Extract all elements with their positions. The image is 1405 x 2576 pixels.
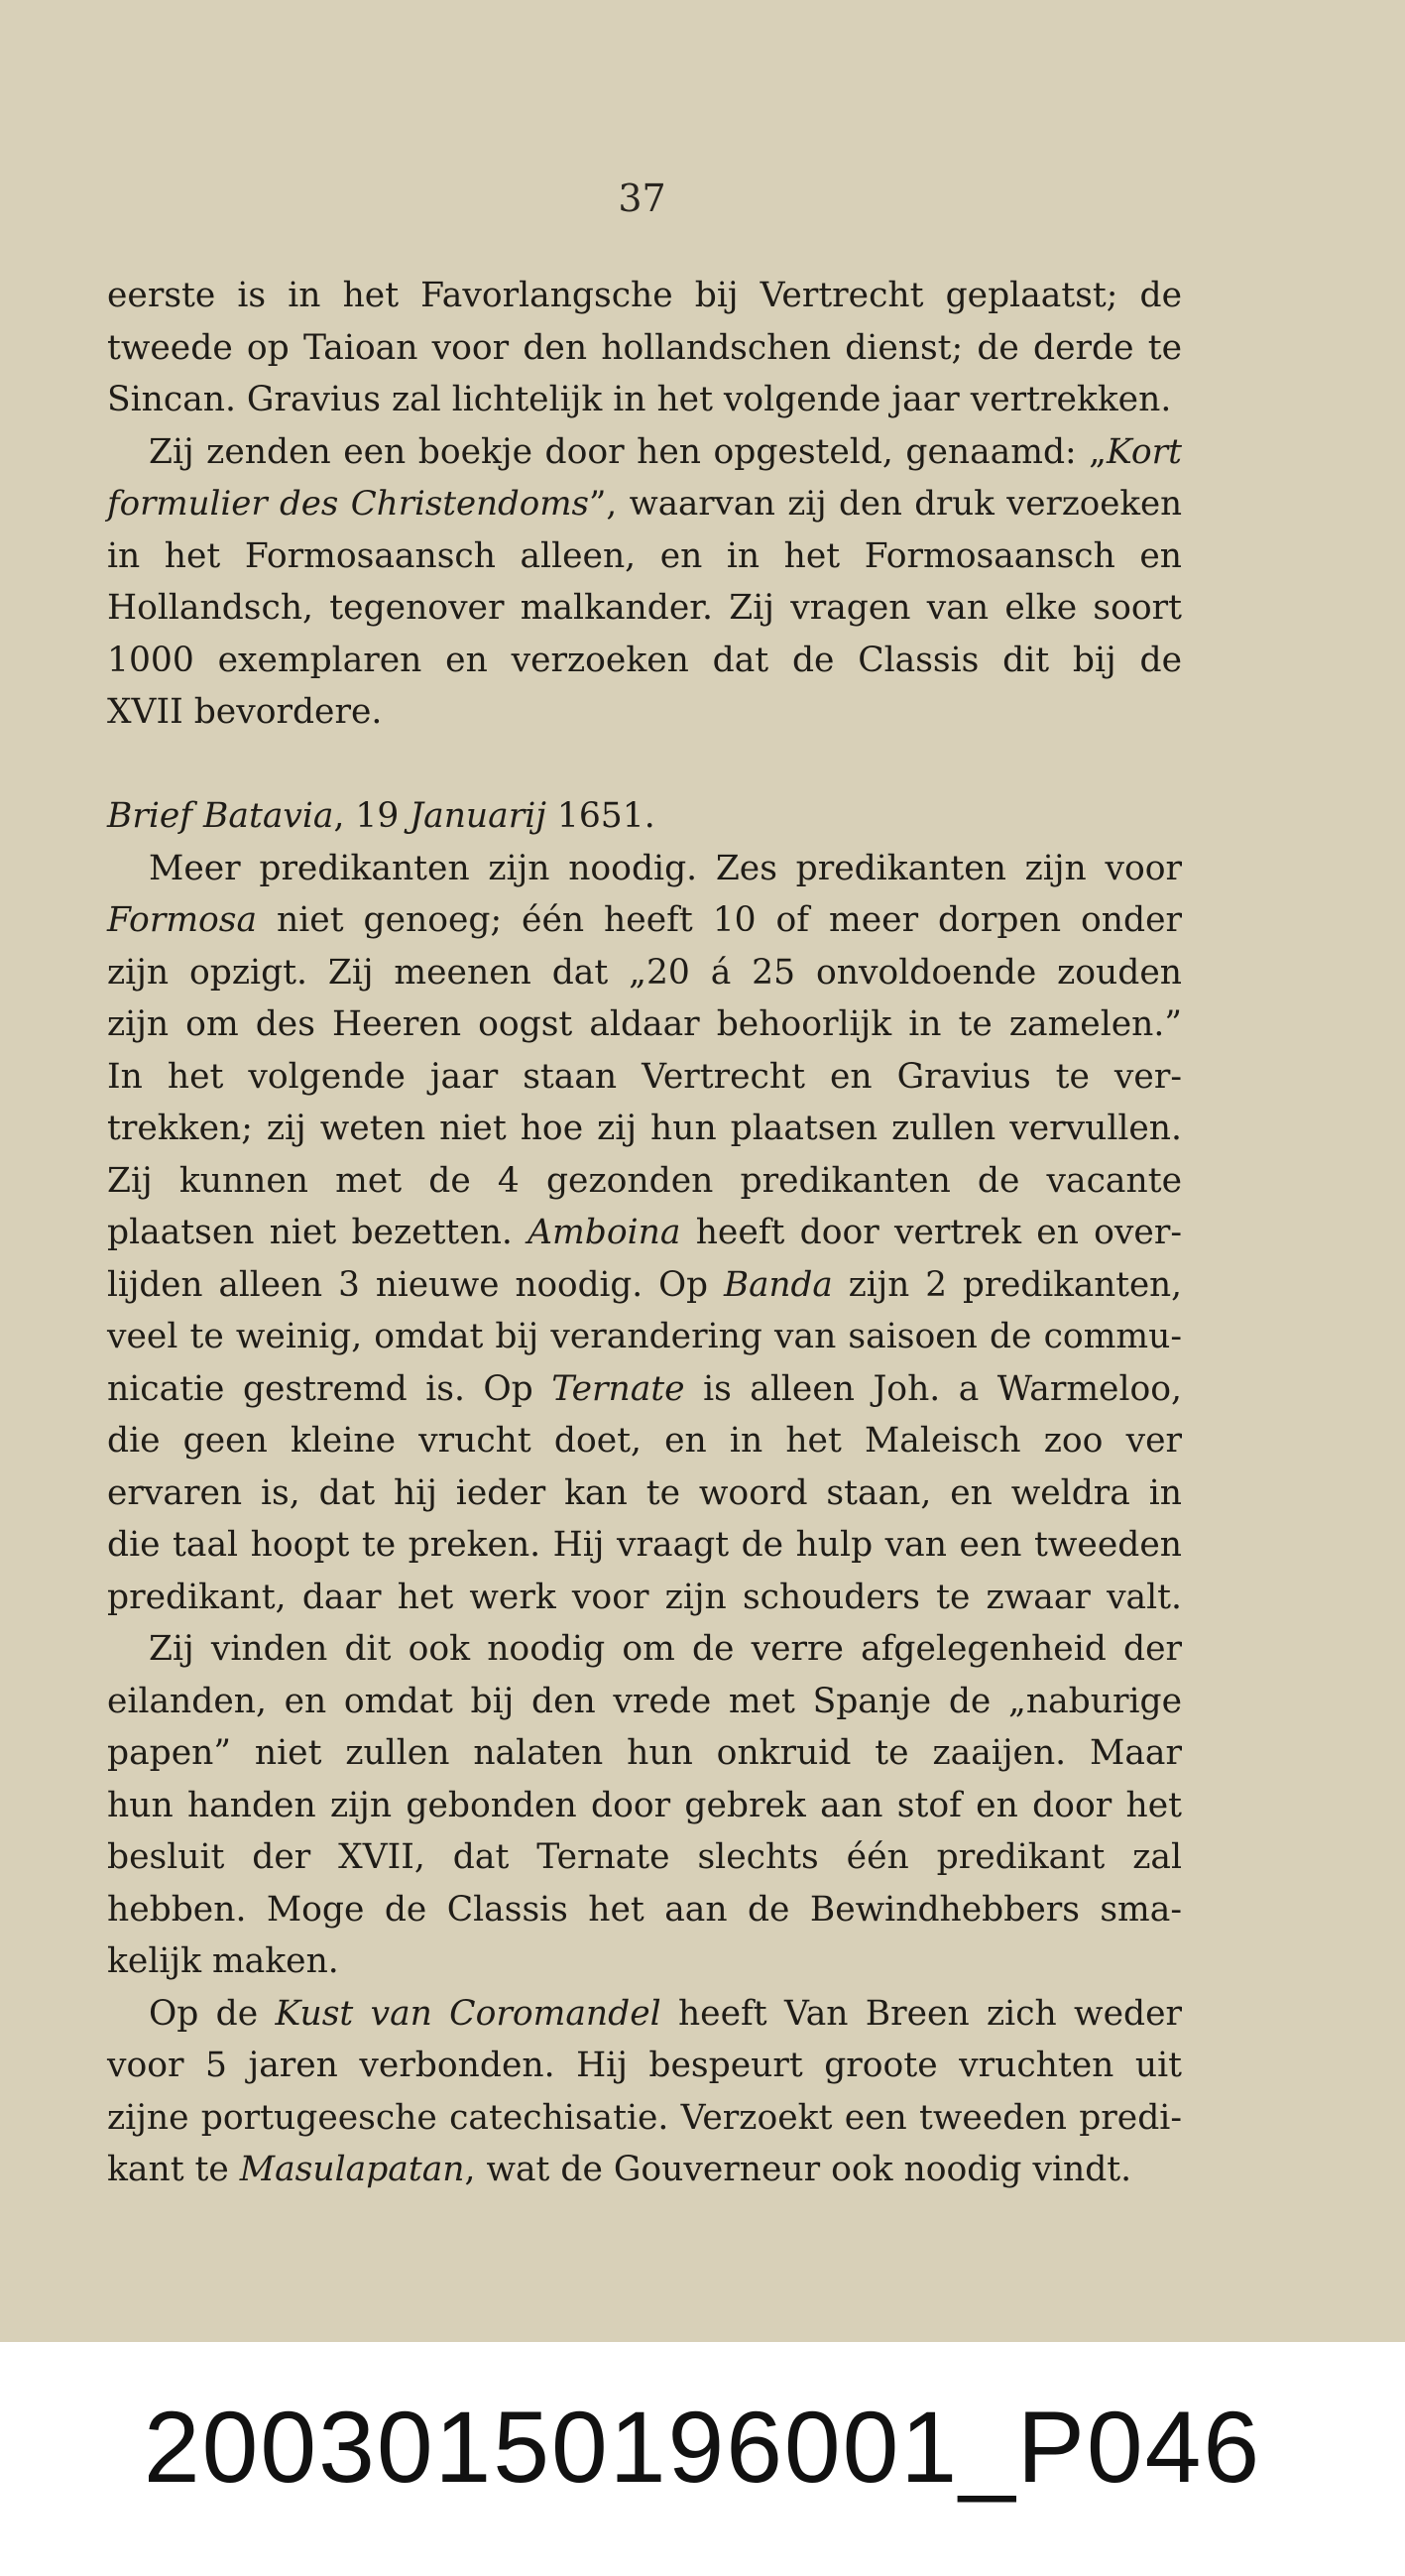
- text-run: zijne portugeesche catechisatie. Verzoekt een tweeden predi-: [107, 2097, 1182, 2138]
- text-line: [107, 1259, 1182, 1312]
- text-run: plaatsen niet bezetten.: [107, 1213, 528, 1252]
- text-line: [107, 374, 1182, 426]
- text-run: Zij zenden een boekje door hen opgesteld, genaamd: „: [149, 431, 1108, 472]
- text-run: , 19: [333, 796, 410, 836]
- text-line: [107, 1415, 1182, 1467]
- text-line: [107, 1519, 1182, 1572]
- text-line: [107, 1103, 1182, 1155]
- text-line: [107, 478, 1182, 530]
- text-line: [107, 998, 1182, 1051]
- text-line: [107, 426, 1182, 479]
- text-run: eerste is in het Favorlangsche bij Vertrecht geplaatst; de: [107, 276, 1182, 315]
- text-run: voor 5 jaren verbonden. Hij bespeurt groote vruchten uit: [107, 2046, 1182, 2085]
- text-run: Sincan. Gravius zal lichtelijk in het volgende jaar vertrekken.: [107, 380, 1172, 419]
- text-run: nicatie gestremd is. Op: [107, 1368, 552, 1409]
- text-run: , wat de Gouverneur ook noodig vindt.: [464, 2150, 1132, 2189]
- text-run: zijn 2 predikanten,: [832, 1264, 1182, 1305]
- text-line: [107, 1363, 1182, 1416]
- text-line: [107, 790, 1182, 843]
- text-line: [107, 322, 1182, 375]
- text-line: [107, 582, 1182, 635]
- page-number: 37: [618, 176, 666, 220]
- text-run: predikant, daar het werk voor zijn schouders te zwaar valt.: [107, 1577, 1182, 1617]
- text-line: [107, 1676, 1182, 1728]
- text-run: veel te weinig, omdat bij verandering van saisoen de commu-: [107, 1317, 1182, 1356]
- text-run: in het Formosaansch alleen, en in het Formosaansch en: [107, 535, 1182, 576]
- text-run: eilanden, en omdat bij den vrede met Spanje de „naburige: [107, 1681, 1182, 1721]
- text-run: ”, waarvan zij den druk verzoeken: [589, 484, 1182, 524]
- text-line: [107, 1727, 1182, 1780]
- text-run: hun handen zijn gebonden door gebrek aan stof en door het: [107, 1785, 1182, 1825]
- text-line: [107, 1311, 1182, 1363]
- italic-text: Kust van Coromandel: [275, 1993, 661, 2034]
- text-run: heeft Van Breen zich weder: [660, 1993, 1182, 2034]
- text-line: [107, 635, 1182, 687]
- text-line: [107, 1884, 1182, 1936]
- text-run: ervaren is, dat hij ieder kan te woord staan, en weldra in: [107, 1472, 1182, 1513]
- text-line: [107, 1623, 1182, 1676]
- text-run: lijden alleen 3 nieuwe noodig. Op: [107, 1264, 725, 1305]
- text-line: [107, 1467, 1182, 1520]
- text-run: 1000 exemplaren en verzoeken dat de Classis dit bij de: [107, 640, 1182, 680]
- text-run: hebben. Moge de Classis het aan de Bewindhebbers sma-: [107, 1889, 1182, 1930]
- text-line: [107, 1572, 1182, 1624]
- text-line: [107, 894, 1182, 947]
- text-run: zijn om des Heeren oogst aldaar behoorlijk in te zamelen.”: [107, 1004, 1182, 1044]
- text-run: Op de: [149, 1993, 276, 2034]
- text-run: die geen kleine vrucht doet, en in het Maleisch zoo ver: [107, 1421, 1182, 1461]
- text-run: besluit der XVII, dat Ternate slechts één predikant zal: [107, 1837, 1182, 1877]
- text-run: is alleen Joh. a Warmeloo,: [684, 1368, 1182, 1409]
- text-line: [107, 1207, 1182, 1259]
- italic-text: Kort: [1107, 431, 1182, 472]
- text-run: Zij vinden dit ook noodig om de verre afgelegenheid der: [149, 1629, 1182, 1669]
- text-line: [107, 2040, 1182, 2092]
- text-run: tweede op Taioan voor den hollandschen dienst; de derde te: [107, 327, 1182, 368]
- text-run: die taal hoopt te preken. Hij vraagt de hulp van een tweeden: [107, 1525, 1182, 1565]
- text-run: 1651.: [545, 796, 655, 836]
- text-line: [107, 843, 1182, 895]
- scan-id-label: 20030150196001_P046: [143, 2391, 1262, 2504]
- text-run: kant te: [107, 2150, 240, 2189]
- text-line: [107, 1988, 1182, 2041]
- text-run: kelijk maken.: [107, 1941, 339, 1981]
- italic-text: Masulapatan: [239, 2150, 465, 2189]
- text-run: papen” niet zullen nalaten hun onkruid te zaaijen. Maar: [107, 1733, 1182, 1773]
- text-line: [107, 2144, 1182, 2196]
- text-run: In het volgende jaar staan Vertrecht en Gravius te ver-: [107, 1056, 1182, 1097]
- text-line: [107, 947, 1182, 999]
- text-run: Meer predikanten zijn noodig. Zes predikanten zijn voor: [149, 848, 1182, 888]
- text-line: [107, 739, 1182, 791]
- text-line: [107, 1935, 1182, 1988]
- body-text: [107, 270, 1182, 2196]
- italic-text: formulier des Christendoms: [107, 484, 589, 524]
- text-run: Hollandsch, tegenover malkander. Zij vragen van elke soort: [107, 588, 1182, 628]
- text-run: zijn opzigt. Zij meenen dat „20 á 25 onvoldoende zouden: [107, 952, 1182, 993]
- text-line: [107, 1155, 1182, 1208]
- text-line: [107, 2092, 1182, 2145]
- text-run: heeft door vertrek en over-: [680, 1213, 1182, 1252]
- italic-text: Brief Batavia: [107, 796, 334, 836]
- text-line: [107, 530, 1182, 583]
- text-line: [107, 686, 1182, 739]
- text-line: [107, 1051, 1182, 1104]
- italic-text: Formosa: [107, 900, 258, 940]
- text-run: niet genoeg; één heeft 10 of meer dorpen onder: [257, 900, 1182, 940]
- italic-text: Banda: [724, 1264, 833, 1305]
- italic-text: Januarij: [410, 796, 546, 836]
- text-line: [107, 270, 1182, 322]
- text-run: trekken; zij weten niet hoe zij hun plaatsen zullen vervullen.: [107, 1109, 1182, 1148]
- text-run: XVII bevordere.: [107, 692, 383, 732]
- text-line: [107, 1831, 1182, 1884]
- italic-text: Amboina: [527, 1213, 681, 1252]
- text-run: Zij kunnen met de 4 gezonden predikanten de vacante: [107, 1160, 1182, 1201]
- text-line: [107, 1780, 1182, 1832]
- italic-text: Ternate: [551, 1368, 685, 1409]
